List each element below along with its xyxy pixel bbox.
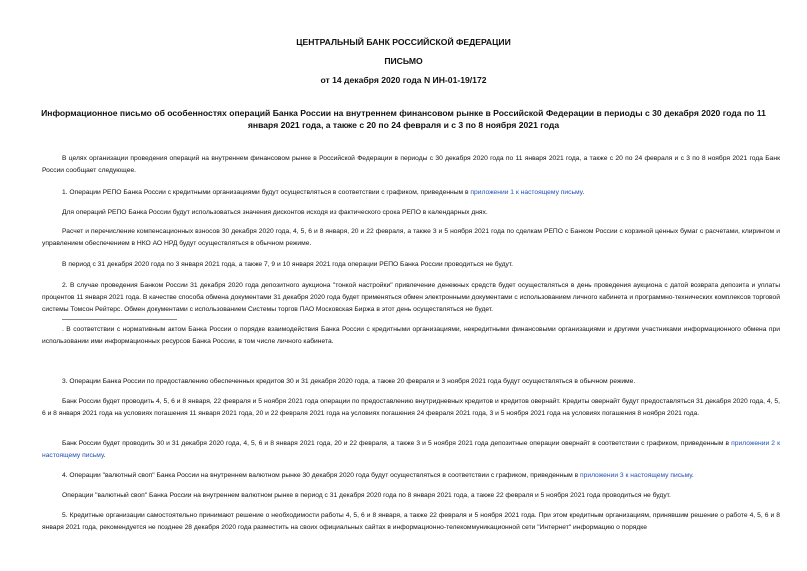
intro-paragraph: В целях организации проведения операций на внутреннем финансовом рынке в Российской Федерации в периоды с 30 декабря 2020 года по 11 января 2021 года, а также с 20 по 24 февраля и с 3 по 8 ноября 2021 года Банк России сообщает следующее. (42, 155, 780, 174)
appendix-1-link[interactable]: приложении 1 к настоящему письму (470, 189, 583, 196)
paragraph-3: 3. Операции Банка России по предоставлению обеспеченных кредитов 30 и 31 декабря 2020 года, а также 20 февраля и 3 ноября 2021 года будут осуществляться в обычном режиме. (62, 378, 636, 385)
paragraph-2: 2. В случае проведения Банком России 31 декабря 2020 года депозитного аукциона "тонкой настройки" привлечение денежных средств будет осуществляться в день проведения аукциона с датой возврата депозита и уплаты процентов 11 января 2021 года. В качестве способа обмена документами 31 декабря 2020 года будет применяться обмен электронными документами с использованием личного кабинета и программно-технических комплексов торговой системы Томсон Рейтерс. Обмен документами с использованием Системы торгов ПАО Московская Биржа в этот день осуществляться не будет. (42, 282, 780, 313)
doc-date-number: от 14 декабря 2020 года N ИН-01-19/172 (320, 75, 487, 85)
paragraph-4b: Операции "валютный своп" Банка России на внутреннем валютном рынке в период с 31 декабря 2020 года по 8 января 2021 года, а также 22 февраля и 5 ноября 2021 года проводиться не будут. (62, 492, 671, 499)
paragraph-1c: Расчет и перечисление компенсационных взносов 30 декабря 2020 года, 4, 5, 6 и 8 января, 20 и 22 февраля, а также 3 и 5 ноября 2021 года по сделкам РЕПО с Банком России с корзиной ценных бумаг с расчетами, клирингом и управлением обеспечением в НКО АО НРД будут осуществляться в обычном режиме. (42, 228, 780, 247)
doc-type: ПИСЬМО (384, 56, 423, 66)
paragraph-4 (62, 470, 780, 482)
paragraph-1 (62, 187, 780, 199)
doc-title: Информационное письмо об особенностях операций Банка России на внутреннем финансовом рынке в Российской Федерации в периоды с 30 декабря 2020 года по 11 января 2021 года, а также с 20 по 24 февраля и с 3 по 8 ноября 2021 года (41, 108, 766, 130)
paragraph-1b: Для операций РЕПО Банка России будут использоваться значения дисконтов исходя из фактического срока РЕПО в календарных днях. (62, 209, 488, 216)
paragraph-5: 5. Кредитные организации самостоятельно принимают решение о необходимости работы 4, 5, 6 и 8 января, а также 22 февраля и 5 ноября 2021 года. При этом кредитным организациям, принявшим решение о работе 4, 5, 6 и 8 января 2021 года, рекомендуется не позднее 28 декабря 2020 года разместить на своих официальных сайтах в информационно-телекоммуникационной сети "Интернет" информацию о порядке (42, 512, 780, 531)
appendix-2-link[interactable]: приложении 2 к настоящему письму (42, 440, 780, 459)
footnote-divider (62, 319, 177, 320)
appendix-3-link[interactable]: приложении 3 к настоящему письму (580, 472, 692, 479)
paragraph-1-text: 1. Операции РЕПО Банка России с кредитными организациями будут осуществляться в соответствии с графиком, приведенным в (62, 189, 471, 196)
paragraph-3c-end: . (103, 452, 106, 459)
paragraph-3b: Банк России будет проводить 4, 5, 6 и 8 января, 22 февраля и 5 ноября 2021 года операции по предоставлению внутридневных кредитов и кредитов овернайт. Кредиты овернайт будут предоставляться 31 декабря 2020 года, 4, 5, 6 и 8 января 2021 года на условиях погашения 11 января 2021 года, 20 и 22 февраля 2021 года на условиях погашения 24 февраля 2021 года, 3 и 5 ноября 2021 года на условиях погашения 8 ноября 2021 года. (42, 398, 780, 417)
org-header: ЦЕНТРАЛЬНЫЙ БАНК РОССИЙСКОЙ ФЕДЕРАЦИИ (296, 37, 511, 47)
paragraph-4-end: . (691, 472, 694, 479)
paragraph-4-text: 4. Операции "валютный своп" Банка России на внутреннем валютном рынке 30 декабря 2020 года будут осуществляться в соответствии с графиком, приведенным в (62, 472, 580, 479)
footnote: . В соответствии с нормативным актом Банка России о порядке взаимодействия Банка России с кредитными организациями, некредитными финансовыми организациями и другими участниками информационного обмена при использовании ими информационных ресурсов Банка России, в том числе личного кабинета. (42, 326, 780, 345)
paragraph-3c-text: Банк России будет проводить 30 и 31 декабря 2020 года, 4, 5, 6 и 8 января 2021 года, 20 и 22 февраля, а также 3 и 5 ноября 2021 года депозитные операции овернайт в соответствии с графиком, приведенным в (62, 440, 732, 447)
paragraph-1d: В период с 31 декабря 2020 года по 3 января 2021 года, а также 7, 9 и 10 января 2021 года операции РЕПО Банка России проводиться не будут. (62, 261, 514, 268)
paragraph-1-end: . (582, 189, 585, 196)
paragraph-3c (42, 438, 780, 462)
